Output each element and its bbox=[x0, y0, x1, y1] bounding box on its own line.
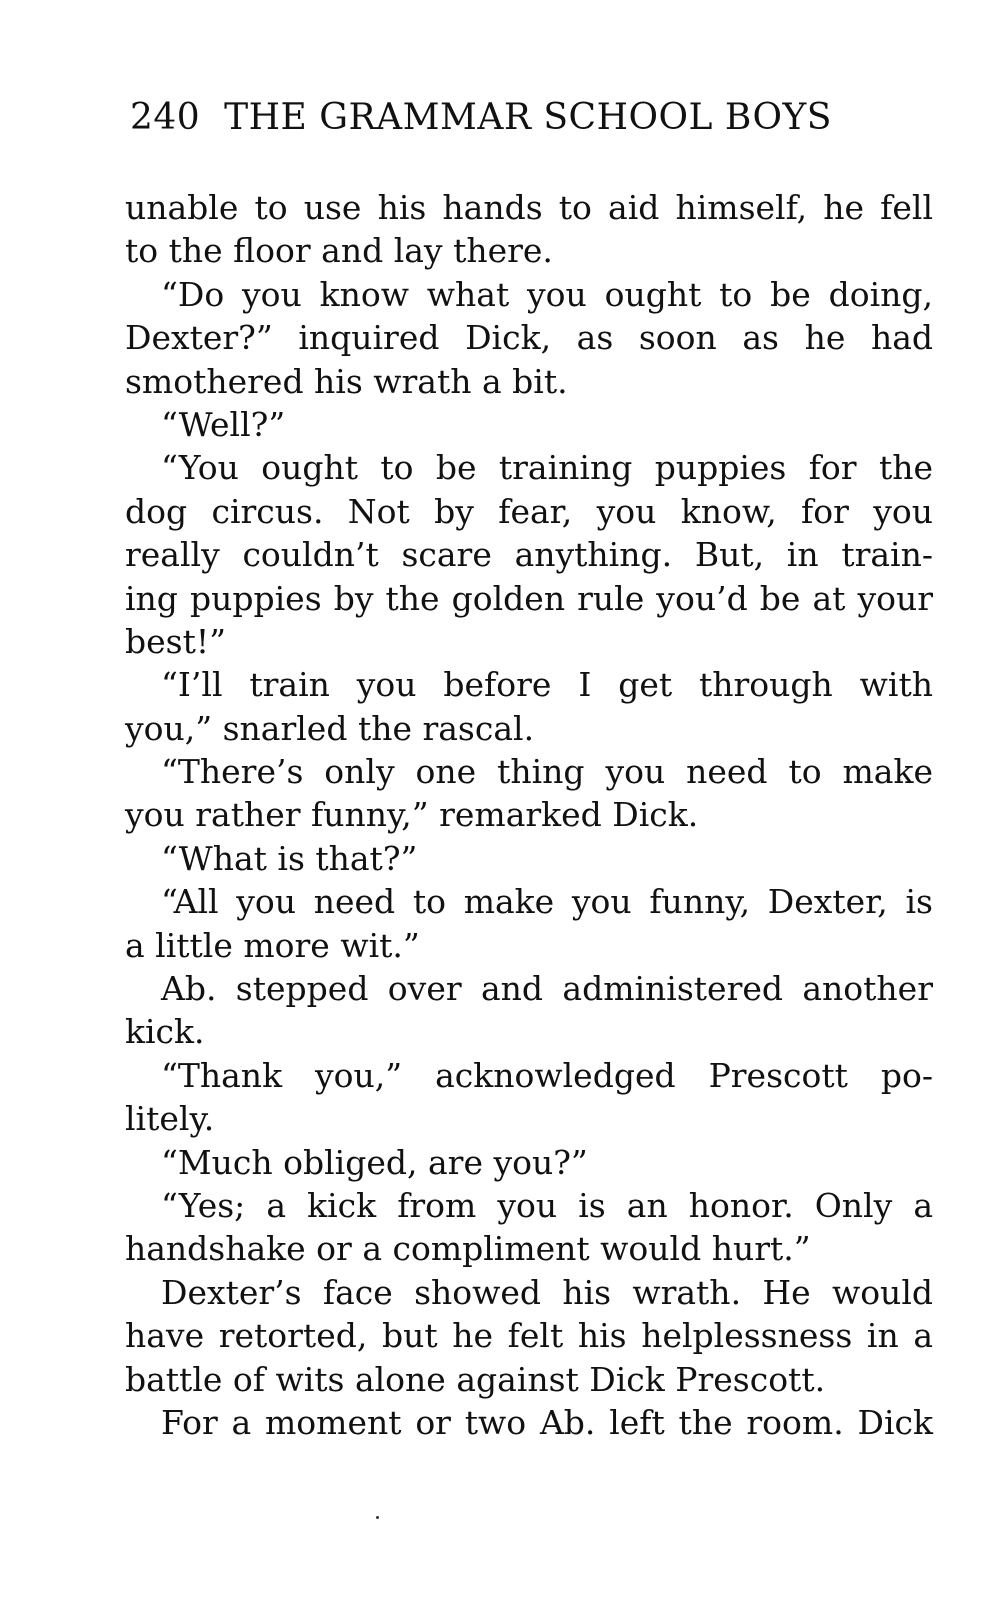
text-line: ing puppies by the golden rule you’d be at your bbox=[125, 578, 933, 618]
running-header bbox=[130, 96, 865, 140]
text-line: litely. bbox=[125, 1099, 215, 1139]
text-line: “Thank you,” acknowledged Prescott po- bbox=[161, 1055, 933, 1095]
text-line: For a moment or two Ab. left the room. Dick bbox=[161, 1402, 933, 1442]
text-line: “All you need to make you funny, Dexter, is bbox=[161, 882, 933, 922]
text-line: “Yes; a kick from you is an honor. Only a bbox=[161, 1185, 933, 1225]
text-line: kick. bbox=[125, 1012, 205, 1052]
print-speck bbox=[376, 1516, 379, 1519]
text-line: “There’s only one thing you need to make bbox=[161, 752, 933, 792]
text-line: Dexter?” inquired Dick, as soon as he had bbox=[125, 318, 933, 358]
text-line: “Well?” bbox=[161, 404, 286, 444]
text-line: you,” snarled the rascal. bbox=[125, 708, 535, 748]
text-line: a little more wit.” bbox=[125, 925, 420, 965]
text-line: dog circus. Not by fear, you know, for you bbox=[125, 491, 933, 531]
text-line: really couldn’t scare anything. But, in train- bbox=[125, 535, 933, 575]
text-line: unable to use his hands to aid himself, he fell bbox=[125, 188, 933, 227]
text-line: “Do you know what you ought to be doing, bbox=[161, 274, 933, 314]
text-line: smothered his wrath a bit. bbox=[125, 361, 568, 401]
text-line: “I’ll train you before I get through with bbox=[161, 665, 933, 705]
text-line: you rather funny,” remarked Dick. bbox=[125, 795, 699, 835]
page-number: 240 bbox=[130, 97, 201, 138]
text-line: to the floor and lay there. bbox=[125, 231, 553, 271]
text-line: have retorted, but he felt his helplessness in a bbox=[125, 1316, 933, 1356]
body-text bbox=[125, 186, 933, 1444]
text-line: handshake or a compliment would hurt.” bbox=[125, 1229, 811, 1269]
text-line: best!” bbox=[125, 621, 226, 661]
text-line: Dexter’s face showed his wrath. He would bbox=[161, 1272, 933, 1312]
running-title: THE GRAMMAR SCHOOL BOYS bbox=[224, 97, 832, 138]
text-line: “You ought to be training puppies for the bbox=[161, 448, 933, 488]
text-line: “Much obliged, are you?” bbox=[161, 1142, 588, 1182]
text-line: battle of wits alone against Dick Prescott. bbox=[125, 1359, 826, 1399]
text-line: Ab. stepped over and administered another bbox=[161, 969, 933, 1009]
text-line: “What is that?” bbox=[161, 838, 418, 878]
